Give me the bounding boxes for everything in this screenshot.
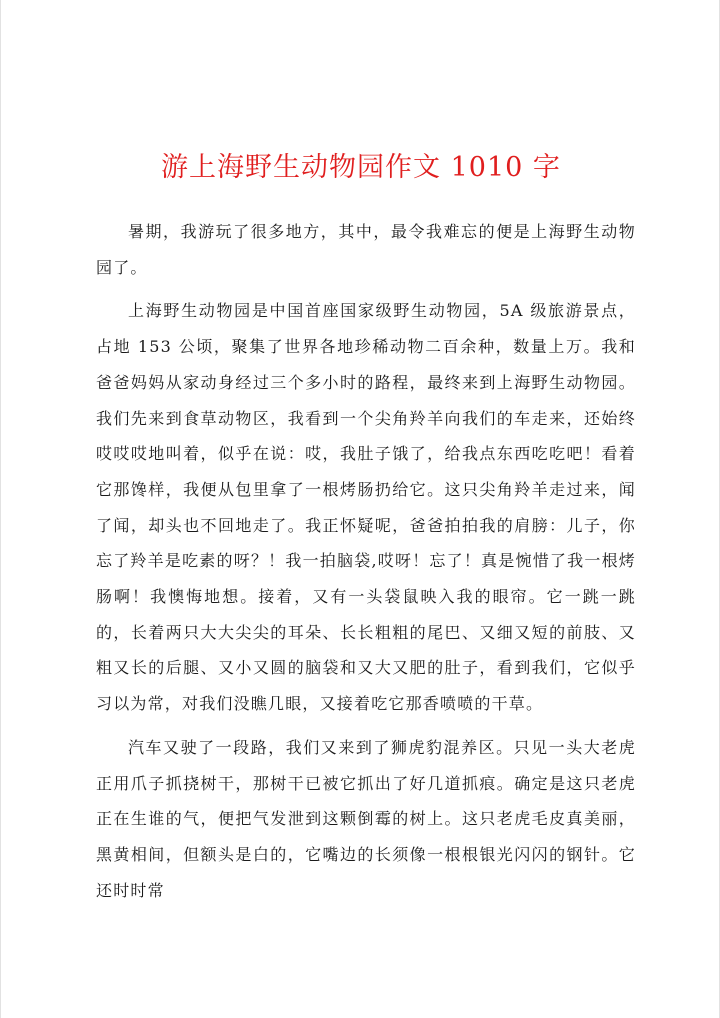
paragraph-intro: 暑期，我游玩了很多地方，其中，最令我难忘的便是上海野生动物园了。 [96,222,636,277]
document-title: 游上海野生动物园作文 1010 字 [161,152,561,183]
paragraph-tiger-area: 汽车又驶了一段路，我们又来到了狮虎豹混养区。只见一头大老虎正用爪子抓挠树干，那树干已被它抓出了好几道抓痕。确定是这只老虎正在生谁的气，便把气发泄到这颗倒霉的树上。这只老虎毛皮真美丽，黑黄相间，但额头是白的，它嘴边的长须像一根根银光闪闪的钢针。它还时时常 [96,737,636,900]
paragraph-herbivore-area: 上海野生动物园是中国首座国家级野生动物园，5A 级旅游景点，占地 153 公顷，聚集了世界各地珍稀动物二百余种，数量上万。我和爸爸妈妈从家动身经过三个多小时的路程，最终来到上海野生动物园。我们先来到食草动物区，我看到一个尖角羚羊向我们的车走来，还始终哎哎哎地叫着，似乎在说：哎，我肚子饿了，给我点东西吃吃吧！看着它那馋样，我便从包里拿了一根烤肠扔给它。这只尖角羚羊走过来，闻了闻，却头也不回地走了。我正怀疑呢，爸爸拍拍我的肩膀：儿子，你忘了羚羊是吃素的呀？！我一拍脑袋,哎呀！忘了！真是惋惜了我一根烤肠啊！我懊悔地想。接着，又有一头袋鼠映入我的眼帘。它一跳一跳的，长着两只大大尖尖的耳朵、长长粗粗的尾巴、又细又短的前肢、又粗又长的后腿、又小又圆的脑袋和又大又肥的肚子，看到我们，它似乎习以为常，对我们没瞧几眼，又接着吃它那香喷喷的干草。 [96,301,636,714]
document-body [96,214,636,916]
